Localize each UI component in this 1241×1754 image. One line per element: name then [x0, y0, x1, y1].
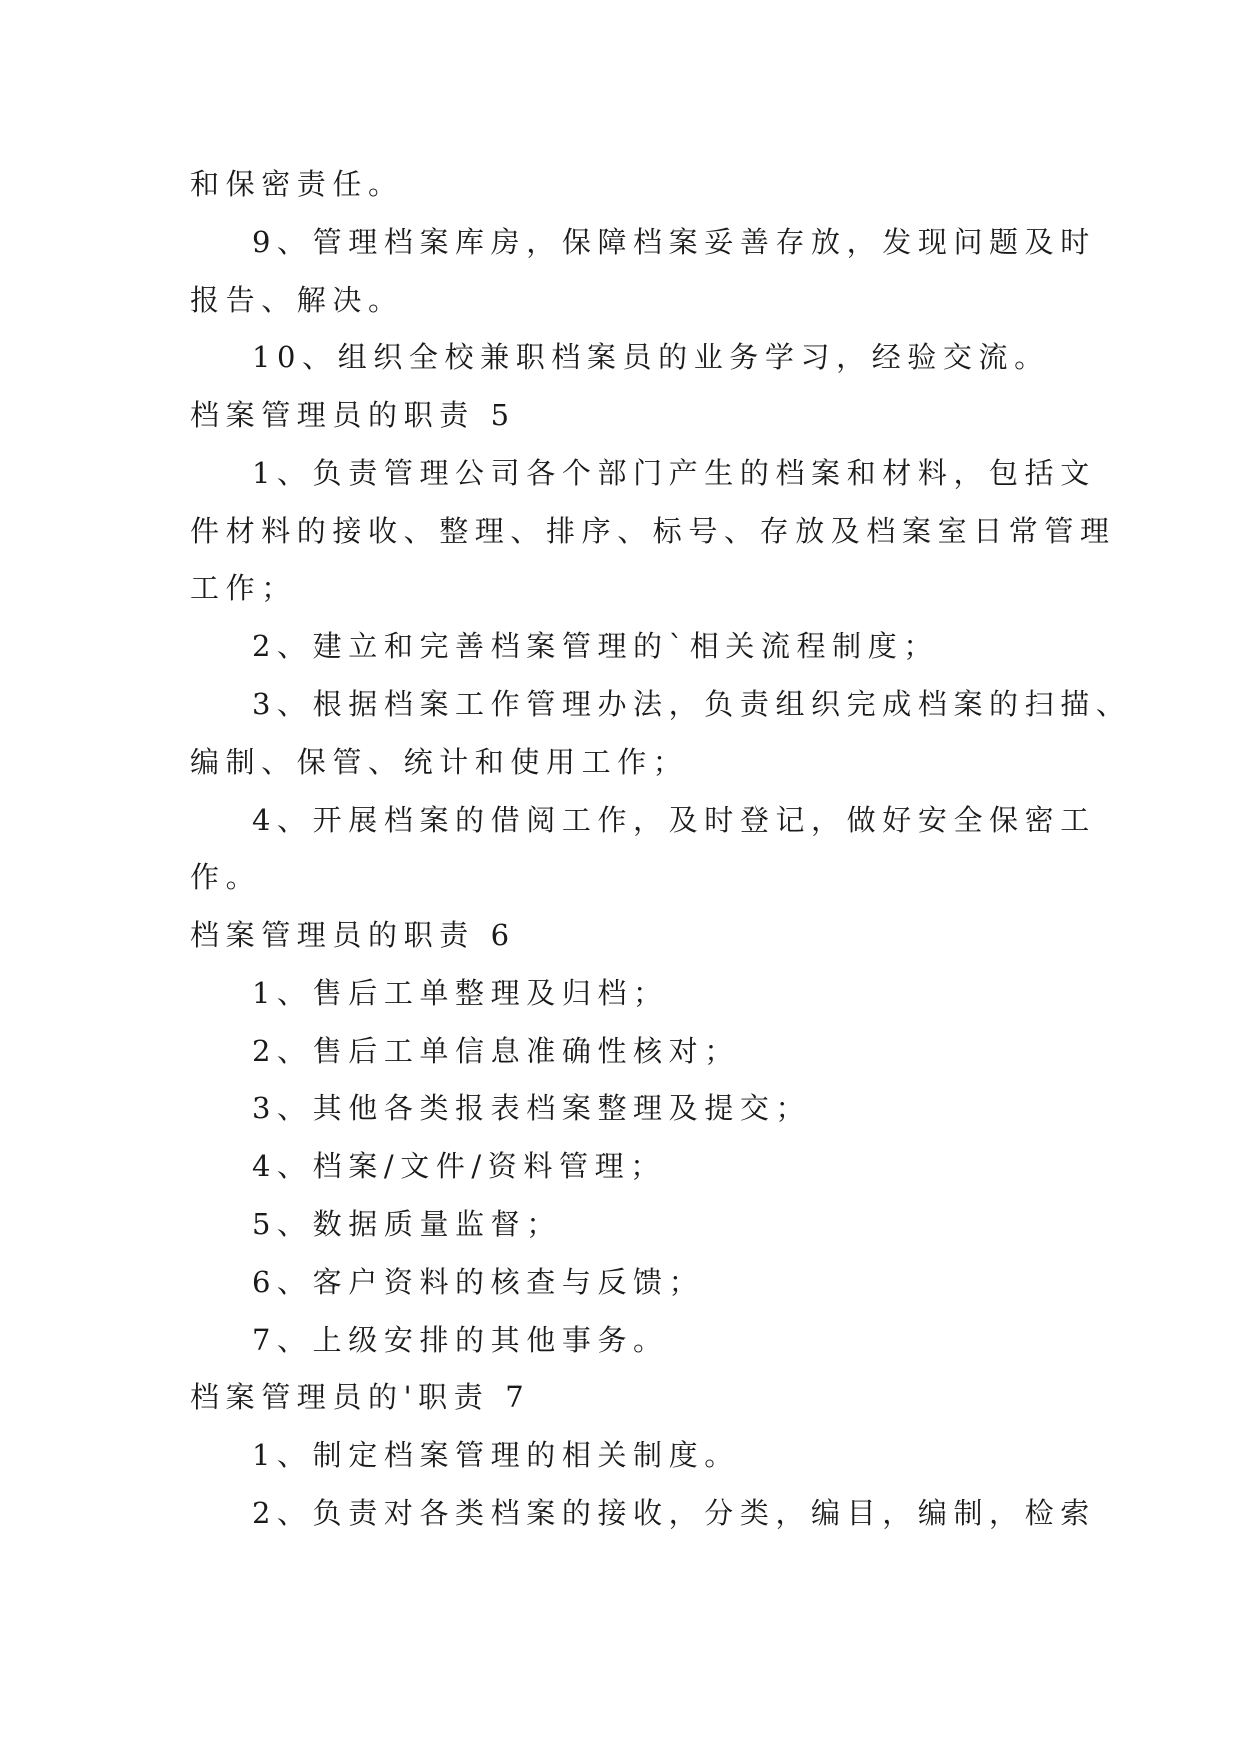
list-item: 2、售后工单信息准确性核对；: [252, 1034, 740, 1068]
section-heading: 档案管理员的职责 6: [190, 918, 516, 952]
list-item: 1、售后工单整理及归档；: [252, 976, 669, 1010]
text-line: 作。: [190, 860, 262, 894]
text-line: 工作；: [190, 571, 297, 605]
list-item: 1、负责管理公司各个部门产生的档案和材料，包括文: [252, 456, 1096, 490]
list-item: 2、负责对各类档案的接收，分类，编目，编制，检索: [252, 1496, 1096, 1530]
list-item: 2、建立和完善档案管理的`相关流程制度；: [252, 629, 939, 663]
text-line: 和保密责任。: [190, 167, 404, 201]
list-item: 7、上级安排的其他事务。: [252, 1323, 669, 1357]
list-item: 4、档案/文件/资料管理；: [252, 1149, 666, 1183]
text-line: 报告、解决。: [190, 283, 404, 317]
list-item: 3、其他各类报表档案整理及提交；: [252, 1091, 812, 1125]
list-item: 1、制定档案管理的相关制度。: [252, 1438, 740, 1472]
text-line: 件材料的接收、整理、排序、标号、存放及档案室日常管理: [190, 514, 1116, 548]
section-heading: 档案管理员的'职责 7: [190, 1380, 531, 1414]
section-heading: 档案管理员的职责 5: [190, 398, 516, 432]
list-item: 9、管理档案库房，保障档案妥善存放，发现问题及时: [252, 225, 1096, 259]
list-item: 10、组织全校兼职档案员的业务学习，经验交流。: [252, 340, 1050, 374]
list-item: 5、数据质量监督；: [252, 1207, 562, 1241]
list-item: 4、开展档案的借阅工作，及时登记，做好安全保密工: [252, 803, 1096, 837]
text-line: 编制、保管、统计和使用工作；: [190, 745, 689, 779]
list-item: 3、根据档案工作管理办法，负责组织完成档案的扫描、: [252, 687, 1132, 721]
list-item: 6、客户资料的核查与反馈；: [252, 1265, 705, 1299]
